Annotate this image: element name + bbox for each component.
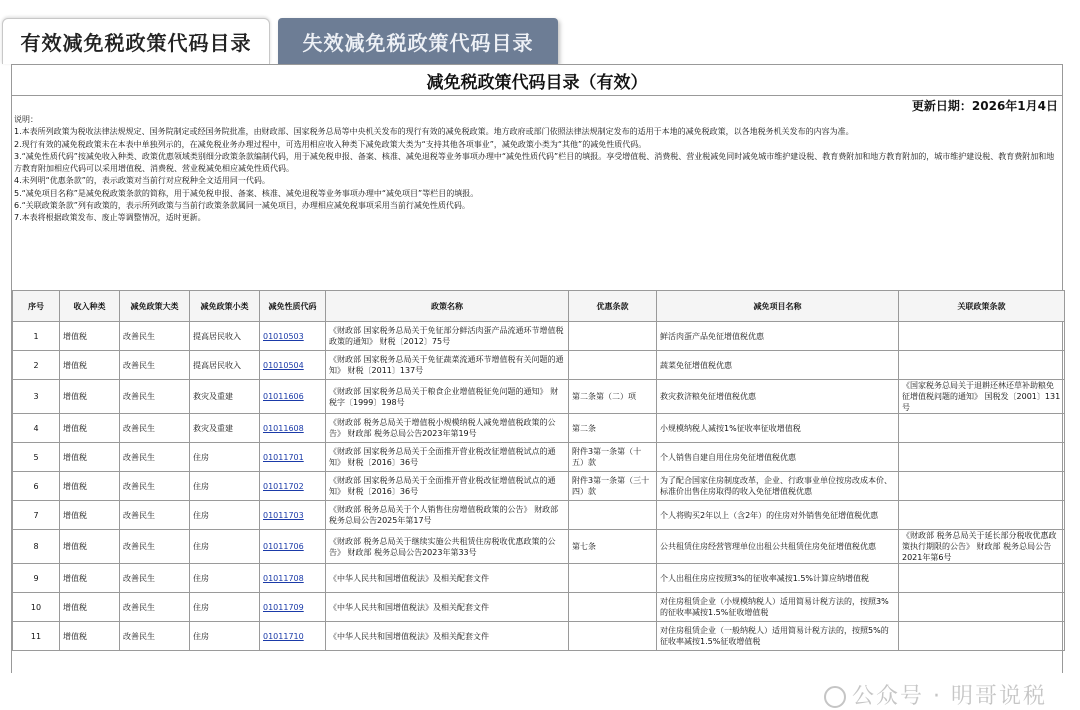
cell-related-policy: [899, 593, 1065, 622]
cell-index: 6: [13, 472, 60, 501]
cell-code[interactable]: 01011706: [260, 530, 326, 564]
cell-related-policy: 《财政部 税务总局关于延长部分税收优惠政策执行期限的公告》 财政部 税务总局公告2021年第6号: [899, 530, 1065, 564]
sheet-title: 减免税政策代码目录（有效）: [12, 65, 1062, 96]
cell-subcategory: 住房: [190, 530, 260, 564]
cell-category: 改善民生: [120, 593, 190, 622]
cell-income-type: 增值税: [60, 593, 120, 622]
cell-clause: 第二条: [569, 414, 657, 443]
cell-subcategory: 住房: [190, 501, 260, 530]
cell-item-name: 鲜活肉蛋产品免征增值税优惠: [657, 322, 899, 351]
cell-income-type: 增值税: [60, 443, 120, 472]
cell-income-type: 增值税: [60, 501, 120, 530]
cell-policy-name: 《财政部 税务总局关于个人销售住房增值税政策的公告》 财政部 税务总局公告2025年第17号: [326, 501, 569, 530]
cell-clause: [569, 593, 657, 622]
table-row: [13, 322, 1065, 351]
cell-clause: [569, 351, 657, 380]
cell-clause: [569, 622, 657, 651]
notes-line: 4.未列明“优惠条款”的，表示政策对当前行对应税种全文适用同一代码。: [14, 176, 270, 186]
cell-item-name: 小规模纳税人减按1%征收率征收增值税: [657, 414, 899, 443]
cell-subcategory: 提高居民收入: [190, 351, 260, 380]
cell-income-type: 增值税: [60, 472, 120, 501]
cell-policy-name: 《财政部 国家税务总局关于免征蔬菜流通环节增值税有关问题的通知》 财税〔2011〕137号: [326, 351, 569, 380]
cell-category: 改善民生: [120, 351, 190, 380]
column-header: 政策名称: [326, 291, 569, 322]
cell-code[interactable]: 01010503: [260, 322, 326, 351]
cell-income-type: 增值税: [60, 564, 120, 593]
cell-index: 10: [13, 593, 60, 622]
cell-subcategory: 救灾及重建: [190, 380, 260, 414]
cell-income-type: 增值税: [60, 622, 120, 651]
cell-index: 5: [13, 443, 60, 472]
cell-related-policy: [899, 564, 1065, 593]
cell-code[interactable]: 01011608: [260, 414, 326, 443]
cell-policy-name: 《财政部 国家税务总局关于粮食企业增值税征免问题的通知》 财税字〔1999〕198号: [326, 380, 569, 414]
tab-bar: [0, 0, 1080, 66]
spreadsheet: [11, 64, 1063, 709]
cell-item-name: 救灾救济粮免征增值税优惠: [657, 380, 899, 414]
cell-subcategory: 住房: [190, 593, 260, 622]
table-row: [13, 622, 1065, 651]
wechat-icon: [824, 686, 846, 708]
cell-category: 改善民生: [120, 622, 190, 651]
cell-item-name: 对住房租赁企业（小规模纳税人）适用简易计税方法的，按照3%的征收率减按1.5%征收增值税: [657, 593, 899, 622]
table-row: [13, 501, 1065, 530]
table-row: [13, 351, 1065, 380]
cell-index: 3: [13, 380, 60, 414]
cell-income-type: 增值税: [60, 414, 120, 443]
column-header: 优惠条款: [569, 291, 657, 322]
cell-income-type: 增值税: [60, 351, 120, 380]
cell-index: 9: [13, 564, 60, 593]
cell-clause: 附件3第一条第（十五）款: [569, 443, 657, 472]
cell-code[interactable]: 01011710: [260, 622, 326, 651]
notes-line: 3.“减免性质代码”按减免收入种类、政策优惠领域类别细分政策条款编制代码，用于减免税申报、备案、核准、减免退税等业务事项办理中“减免性质代码”栏目的填报。享受增值税、消费税、营业税减免同时减免城市维护建设税、教育费附加和地方教育附加的，城市维护建设税、教育费附加和地方教育附加相应代码可以采用增值税、消费税、营业税减免相应减免性质代码。: [14, 151, 1055, 174]
notes-line: 5.“减免项目名称”是减免税政策条款的简称，用于减免税申报、备案、核准、减免退税等业务事项办理中“减免项目”等栏目的填报。: [14, 188, 479, 198]
cell-related-policy: [899, 472, 1065, 501]
table-row: [13, 593, 1065, 622]
column-header: 关联政策条款: [899, 291, 1065, 322]
cell-item-name: 为了配合国家住房制度改革，企业、行政事业单位按房改成本价、标准价出售住房取得的收入免征增值税优惠: [657, 472, 899, 501]
cell-index: 8: [13, 530, 60, 564]
cell-clause: [569, 501, 657, 530]
cell-category: 改善民生: [120, 443, 190, 472]
cell-subcategory: 提高居民收入: [190, 322, 260, 351]
cell-subcategory: 住房: [190, 564, 260, 593]
cell-code[interactable]: 01011709: [260, 593, 326, 622]
tab-expired-policy-catalog[interactable]: 失效减免税政策代码目录: [278, 18, 558, 64]
cell-index: 1: [13, 322, 60, 351]
cell-index: 7: [13, 501, 60, 530]
table-row: [13, 414, 1065, 443]
column-header: 减免项目名称: [657, 291, 899, 322]
cell-clause: 附件3第一条第（三十四）款: [569, 472, 657, 501]
column-header: 减免性质代码: [260, 291, 326, 322]
column-header: 序号: [13, 291, 60, 322]
cell-item-name: 个人出租住房应按照3%的征收率减按1.5%计算应纳增值税: [657, 564, 899, 593]
cell-policy-name: 《财政部 税务总局关于增值税小规模纳税人减免增值税政策的公告》 财政部 税务总局公告2023年第19号: [326, 414, 569, 443]
cell-category: 改善民生: [120, 414, 190, 443]
cell-related-policy: [899, 414, 1065, 443]
table-row: [13, 380, 1065, 414]
cell-policy-name: 《财政部 国家税务总局关于免征部分鲜活肉蛋产品流通环节增值税政策的通知》 财税〔2012〕75号: [326, 322, 569, 351]
cell-related-policy: [899, 322, 1065, 351]
cell-index: 4: [13, 414, 60, 443]
watermark-text: 公众号 · 明哥说税: [852, 684, 1047, 709]
cell-item-name: 个人销售自建自用住房免征增值税优惠: [657, 443, 899, 472]
table-row: [13, 530, 1065, 564]
cell-index: 11: [13, 622, 60, 651]
cell-code[interactable]: 01011701: [260, 443, 326, 472]
cell-income-type: 增值税: [60, 380, 120, 414]
cell-related-policy: [899, 501, 1065, 530]
notes-line: 2.现行有效的减免税政策未在本表中单独列示的，在减免税业务办理过程中，可选用相应收入种类下减免政策大类为“支持其他各项事业”，减免政策小类为“其他”的减免性质代码。: [14, 139, 647, 149]
notes-section: [14, 114, 1058, 225]
cell-code[interactable]: 01010504: [260, 351, 326, 380]
cell-code[interactable]: 01011703: [260, 501, 326, 530]
cell-code[interactable]: 01011708: [260, 564, 326, 593]
cell-index: 2: [13, 351, 60, 380]
update-date: 更新日期：2026年1月4日: [911, 99, 1058, 113]
watermark: [824, 679, 1047, 710]
cell-subcategory: 住房: [190, 622, 260, 651]
cell-category: 改善民生: [120, 501, 190, 530]
tab-active-policy-catalog[interactable]: 有效减免税政策代码目录: [2, 18, 270, 64]
cell-clause: 第七条: [569, 530, 657, 564]
cell-clause: [569, 564, 657, 593]
cell-related-policy: [899, 351, 1065, 380]
cell-subcategory: 住房: [190, 472, 260, 501]
notes-line: 说明：: [14, 115, 38, 124]
cell-income-type: 增值税: [60, 322, 120, 351]
table-row: [13, 472, 1065, 501]
cell-category: 改善民生: [120, 564, 190, 593]
cell-policy-name: 《财政部 国家税务总局关于全面推开营业税改征增值税试点的通知》 财税〔2016〕36号: [326, 443, 569, 472]
cell-subcategory: 住房: [190, 443, 260, 472]
cell-item-name: 公共租赁住房经营管理单位出租公共租赁住房免征增值税优惠: [657, 530, 899, 564]
cell-related-policy: [899, 622, 1065, 651]
cell-related-policy: 《国家税务总局关于退耕还林还草补助粮免征增值税问题的通知》 国税发〔2001〕131号: [899, 380, 1065, 414]
table-header-row: [13, 291, 1065, 322]
cell-policy-name: 《中华人民共和国增值税法》及相关配套文件: [326, 593, 569, 622]
cell-code[interactable]: 01011606: [260, 380, 326, 414]
table-row: [13, 443, 1065, 472]
column-header: 减免政策大类: [120, 291, 190, 322]
cell-item-name: 对住房租赁企业（一般纳税人）适用简易计税方法的，按照5%的征收率减按1.5%征收增值税: [657, 622, 899, 651]
notes-line: 7.本表将根据政策发布、废止等调整情况，适时更新。: [14, 213, 206, 223]
cell-subcategory: 救灾及重建: [190, 414, 260, 443]
cell-clause: [569, 322, 657, 351]
cell-category: 改善民生: [120, 380, 190, 414]
cell-policy-name: 《中华人民共和国增值税法》及相关配套文件: [326, 622, 569, 651]
cell-code[interactable]: 01011702: [260, 472, 326, 501]
column-header: 减免政策小类: [190, 291, 260, 322]
cell-related-policy: [899, 443, 1065, 472]
cell-policy-name: 《财政部 税务总局关于继续实施公共租赁住房税收优惠政策的公告》 财政部 税务总局公告2023年第33号: [326, 530, 569, 564]
cell-category: 改善民生: [120, 472, 190, 501]
notes-line: 6.“关联政策条款”列有政策的，表示所列政策与当前行政策条款属同一减免项目，办理相应减免税事项采用当前行减免性质代码。: [14, 201, 470, 211]
cell-clause: 第二条第（二）项: [569, 380, 657, 414]
cell-policy-name: 《中华人民共和国增值税法》及相关配套文件: [326, 564, 569, 593]
table-row: [13, 564, 1065, 593]
table-body: [13, 322, 1065, 651]
notes-line: 1.本表所列政策为税收法律法规规定、国务院制定或经国务院批准，由财政部、国家税务总局等中央机关发布的现行有效的减免税政策。地方政府或部门依照法律法规制定发布的适用于本地的减免税政策，以各地税务机关发布的内容为准。: [14, 127, 854, 137]
cell-policy-name: 《财政部 国家税务总局关于全面推开营业税改征增值税试点的通知》 财税〔2016〕36号: [326, 472, 569, 501]
cell-category: 改善民生: [120, 530, 190, 564]
policy-table: [12, 290, 1065, 651]
cell-income-type: 增值税: [60, 530, 120, 564]
cell-item-name: 蔬菜免征增值税优惠: [657, 351, 899, 380]
cell-category: 改善民生: [120, 322, 190, 351]
cell-item-name: 个人将购买2年以上（含2年）的住房对外销售免征增值税优惠: [657, 501, 899, 530]
column-header: 收入种类: [60, 291, 120, 322]
